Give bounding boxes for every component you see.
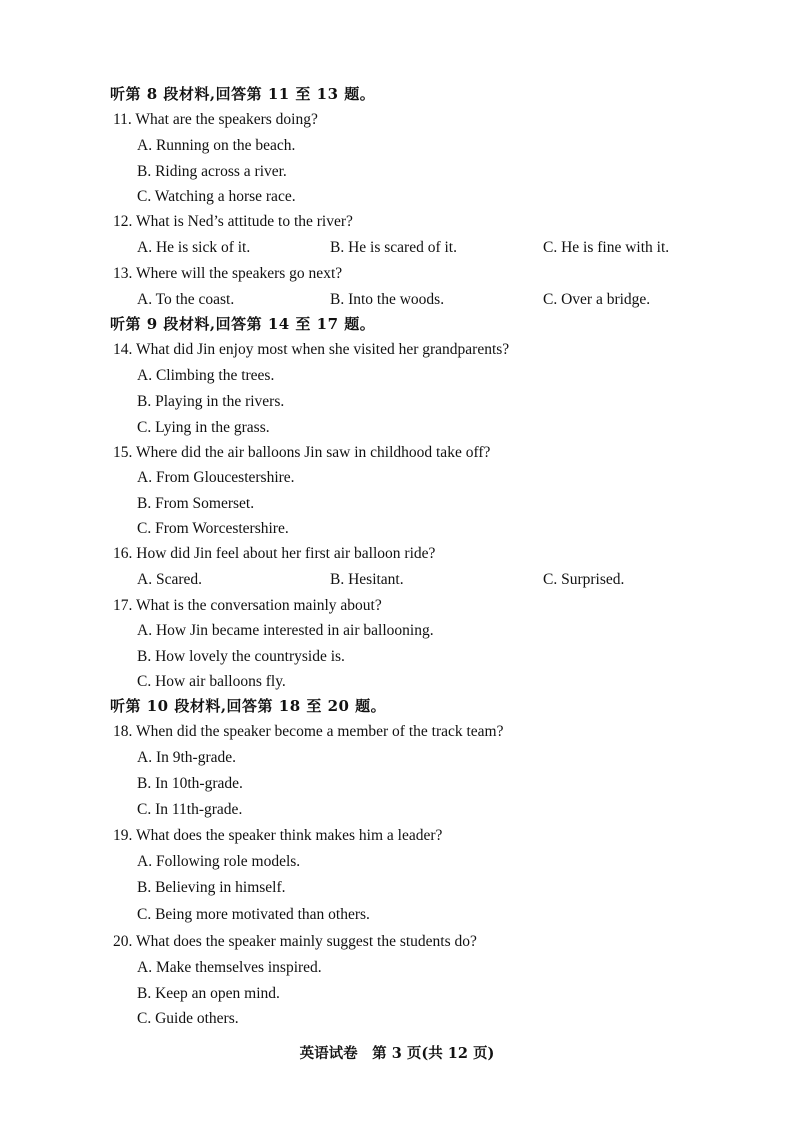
option-16b: B. Hesitant.: [330, 571, 404, 588]
option-13b: B. Into the woods.: [330, 291, 445, 308]
option-19a: A. Following role models.: [137, 853, 301, 870]
option-13a: A. To the coast.: [137, 291, 235, 308]
option-12a: A. He is sick of it.: [137, 239, 251, 256]
section-heading-9: 听第 9 段材料,回答第 14 至 17 题。: [110, 315, 376, 333]
option-13c: C. Over a bridge.: [543, 291, 651, 308]
question-13: 13. Where will the speakers go next?: [113, 265, 343, 282]
option-12c: C. He is fine with it.: [543, 239, 670, 256]
option-15b: B. From Somerset.: [137, 495, 255, 512]
option-20c: C. Guide others.: [137, 1010, 239, 1027]
question-19: 19. What does the speaker think makes him a leader?: [113, 827, 443, 844]
option-14a: A. Climbing the trees.: [137, 367, 275, 384]
option-11b: B. Riding across a river.: [137, 163, 287, 180]
option-14b: B. Playing in the rivers.: [137, 393, 285, 410]
option-18b: B. In 10th-grade.: [137, 775, 243, 792]
option-12b: B. He is scared of it.: [330, 239, 457, 256]
option-19c: C. Being more motivated than others.: [137, 906, 370, 923]
question-18: 18. When did the speaker become a member of the track team?: [113, 723, 504, 740]
option-16c: C. Surprised.: [543, 571, 625, 588]
option-17c: C. How air balloons fly.: [137, 673, 286, 690]
option-14c: C. Lying in the grass.: [137, 419, 270, 436]
option-20a: A. Make themselves inspired.: [137, 959, 322, 976]
option-17b: B. How lovely the countryside is.: [137, 648, 345, 665]
option-16a: A. Scared.: [137, 571, 202, 588]
question-16: 16. How did Jin feel about her first air balloon ride?: [113, 545, 436, 562]
section-heading-10: 听第 10 段材料,回答第 18 至 20 题。: [110, 697, 387, 715]
question-14: 14. What did Jin enjoy most when she visited her grandparents?: [113, 341, 510, 358]
option-11a: A. Running on the beach.: [137, 137, 296, 154]
option-15c: C. From Worcestershire.: [137, 520, 289, 537]
question-15: 15. Where did the air balloons Jin saw in childhood take off?: [113, 444, 491, 461]
question-20: 20. What does the speaker mainly suggest the students do?: [113, 933, 477, 950]
question-11: 11. What are the speakers doing?: [113, 111, 318, 128]
option-20b: B. Keep an open mind.: [137, 985, 280, 1002]
option-17a: A. How Jin became interested in air ballooning.: [137, 622, 434, 639]
option-18c: C. In 11th-grade.: [137, 801, 243, 818]
question-17: 17. What is the conversation mainly about?: [113, 597, 382, 614]
option-18a: A. In 9th-grade.: [137, 749, 236, 766]
page-footer: 英语试卷 第 3 页(共 12 页): [299, 1045, 495, 1062]
option-19b: B. Believing in himself.: [137, 879, 286, 896]
question-12: 12. What is Ned’s attitude to the river?: [113, 213, 353, 230]
option-15a: A. From Gloucestershire.: [137, 469, 295, 486]
option-11c: C. Watching a horse race.: [137, 188, 296, 205]
section-heading-8: 听第 8 段材料,回答第 11 至 13 题。: [110, 85, 376, 103]
